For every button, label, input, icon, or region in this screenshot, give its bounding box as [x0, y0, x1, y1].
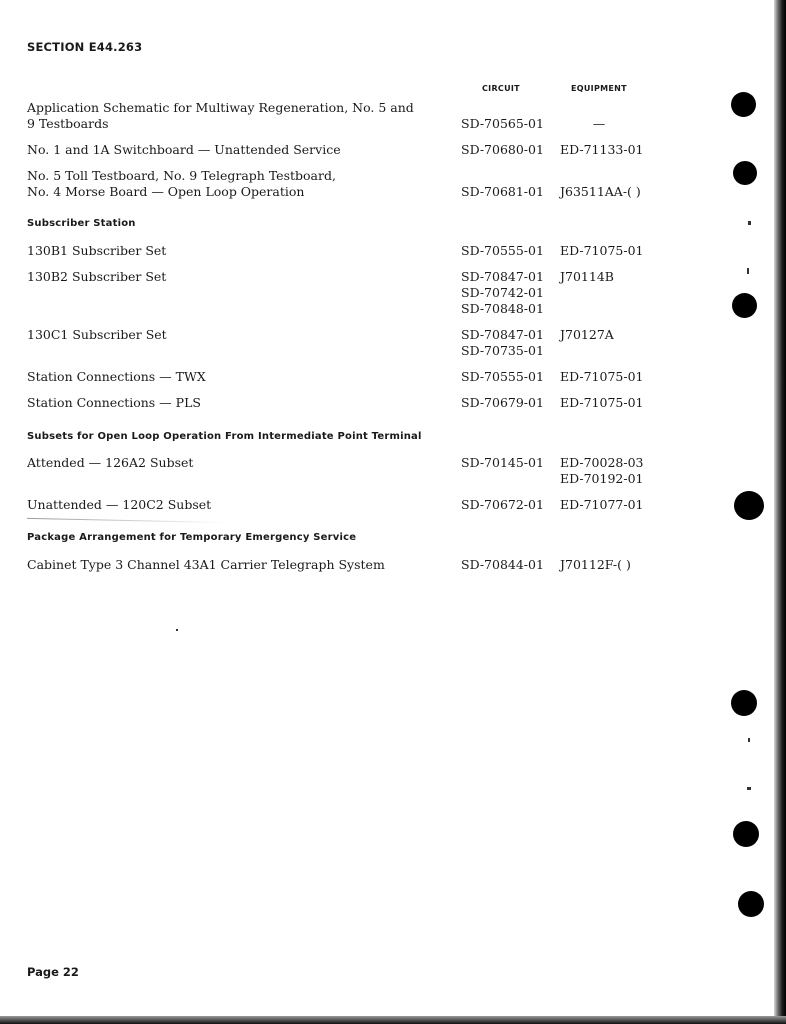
row-description: Attended — 126A2 Subset [27, 455, 194, 470]
circuit-cell [461, 395, 557, 411]
circuit-number: SD-70847-01 [461, 269, 544, 284]
circuit-cell [461, 243, 557, 259]
circuit-number: SD-70680-01 [461, 142, 544, 157]
equipment-number: J70127A [560, 327, 614, 342]
circuit-number: SD-70844-01 [461, 557, 544, 572]
section-heading: SECTION E44.263 [27, 40, 143, 54]
circuit-cell [461, 184, 557, 200]
circuit-cell [461, 557, 557, 573]
subheading-package-arrangement: Package Arrangement for Temporary Emergency Service [27, 532, 357, 543]
equipment-number: ED-71133-01 [560, 142, 644, 157]
circuit-number: SD-70565-01 [461, 116, 544, 131]
circuit-cell [461, 116, 557, 132]
equipment-cell [560, 455, 670, 487]
equipment-cell [560, 269, 670, 285]
equipment-cell [560, 395, 670, 411]
equipment-number: ED-71075-01 [560, 369, 644, 384]
equipment-cell [560, 243, 670, 259]
punch-hole [734, 491, 764, 520]
circuit-cell [461, 142, 557, 158]
circuit-number: SD-70742-01 [461, 285, 544, 300]
equipment-cell [560, 142, 670, 158]
equipment-number: ED-70028-03 [560, 455, 644, 470]
equipment-number: J70114B [560, 269, 614, 284]
row-description: 130B2 Subscriber Set [27, 269, 167, 284]
circuit-number: SD-70847-01 [461, 327, 544, 342]
row-description: Unattended — 120C2 Subset [27, 497, 212, 512]
subheading-subsets-open-loop: Subsets for Open Loop Operation From Intermediate Point Terminal [27, 431, 422, 442]
row-description: Station Connections — PLS [27, 395, 201, 410]
row-description: 130C1 Subscriber Set [27, 327, 167, 342]
page-edge-shadow [774, 0, 786, 1024]
circuit-number: SD-70679-01 [461, 395, 544, 410]
equipment-number: ED-71077-01 [560, 497, 644, 512]
page-number: Page 22 [27, 965, 79, 979]
circuit-column-header: CIRCUIT [482, 84, 520, 93]
speck [748, 738, 750, 742]
punch-hole [732, 293, 757, 318]
circuit-cell [461, 497, 557, 513]
equipment-cell [560, 557, 670, 573]
punch-hole [731, 92, 756, 117]
speck [748, 221, 751, 225]
circuit-cell [461, 269, 557, 317]
row-description: No. 1 and 1A Switchboard — Unattended Service [27, 142, 341, 157]
punch-hole [733, 161, 757, 185]
equipment-number: ED-70192-01 [560, 471, 644, 486]
circuit-number: SD-70848-01 [461, 301, 544, 316]
equipment-cell [560, 497, 670, 513]
circuit-number: SD-70681-01 [461, 184, 544, 199]
circuit-number: SD-70672-01 [461, 497, 544, 512]
circuit-cell [461, 327, 557, 359]
equipment-number: J63511AA-( ) [560, 184, 641, 199]
row-description: Application Schematic for Multiway Regeneration, No. 5 and 9 Testboards [27, 100, 414, 131]
circuit-number: SD-70555-01 [461, 369, 544, 384]
circuit-number: SD-70145-01 [461, 455, 544, 470]
scan-artifact-line [27, 518, 227, 523]
punch-hole [733, 821, 759, 847]
speck [747, 787, 751, 790]
equipment-number: — [592, 116, 606, 131]
speck [176, 629, 178, 631]
page-bottom-shadow [0, 1016, 786, 1024]
circuit-cell [461, 455, 557, 471]
equipment-cell [560, 184, 670, 200]
equipment-column-header: EQUIPMENT [571, 84, 627, 93]
equipment-number: ED-71075-01 [560, 395, 644, 410]
row-description: 130B1 Subscriber Set [27, 243, 167, 258]
speck [747, 268, 749, 274]
row-description: No. 5 Toll Testboard, No. 9 Telegraph Testboard, No. 4 Morse Board — Open Loop Operation [27, 168, 336, 199]
circuit-number: SD-70555-01 [461, 243, 544, 258]
circuit-cell [461, 369, 557, 385]
equipment-cell [560, 327, 670, 343]
equipment-cell [560, 116, 638, 132]
equipment-cell [560, 369, 670, 385]
equipment-number: ED-71075-01 [560, 243, 644, 258]
equipment-number: J70112F-( ) [560, 557, 631, 572]
row-description: Cabinet Type 3 Channel 43A1 Carrier Telegraph System [27, 557, 385, 572]
subheading-subscriber-station: Subscriber Station [27, 218, 136, 229]
punch-hole [731, 690, 757, 716]
punch-hole [738, 891, 764, 917]
circuit-number: SD-70735-01 [461, 343, 544, 358]
row-description: Station Connections — TWX [27, 369, 206, 384]
